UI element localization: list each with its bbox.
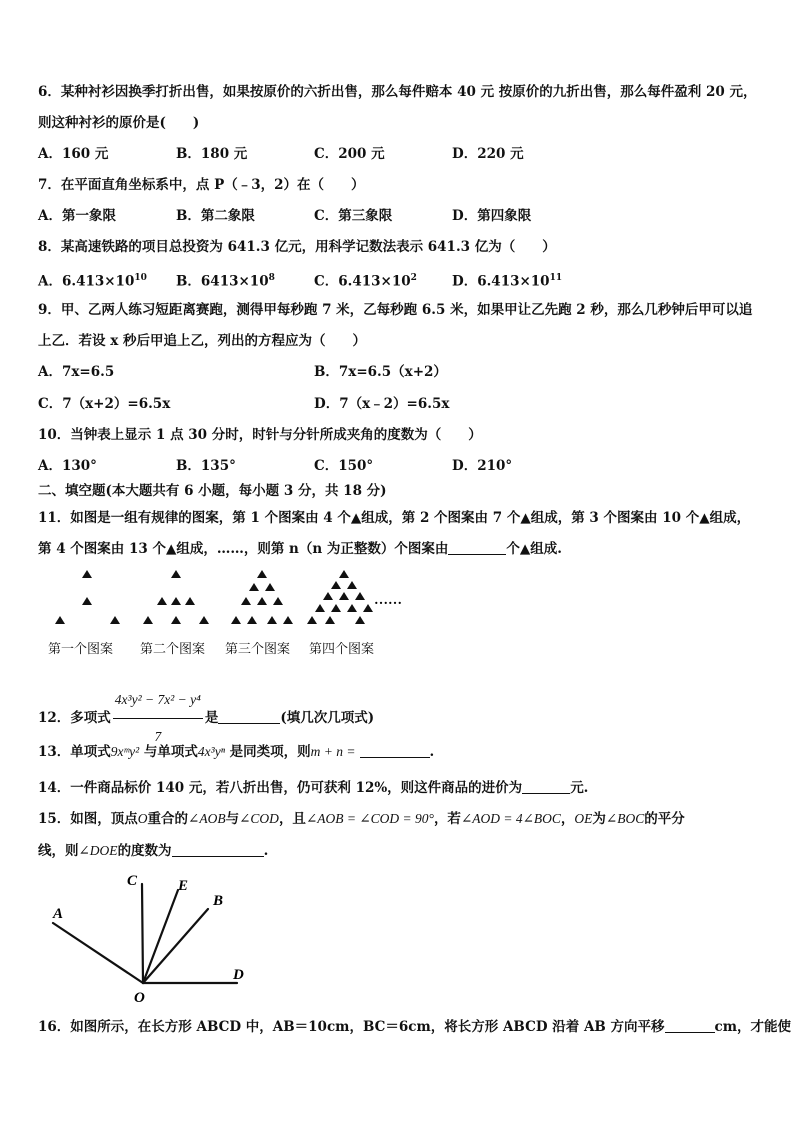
- pattern-ellipsis: ……: [374, 593, 402, 608]
- triangle-icon: [273, 597, 283, 605]
- q8-option-a: A．$6.413\times 10^{10}$: [38, 273, 147, 290]
- q8-option-b: B．$6413\times 10^8$: [176, 273, 275, 290]
- q10-option-d: D．210°: [452, 458, 513, 474]
- ray-ob: [143, 909, 208, 983]
- pattern-2: [143, 570, 209, 624]
- q10-option-a: A．130°: [38, 458, 97, 474]
- section-heading: 二、填空题(本大题共有 6 小题，每小题 3 分，共 18 分): [38, 483, 387, 499]
- triangle-icon: [231, 616, 241, 624]
- q7-stem: 7．在平面直角坐标系中，点 P（﹣3，2）在（ ）: [38, 177, 365, 193]
- q7-option-d: D．第四象限: [452, 208, 532, 224]
- label-a: A: [53, 906, 64, 922]
- pattern-4: [307, 570, 373, 624]
- q8-stem: 8．某高速铁路的项目总投资为 641.3 亿元，用科学记数法表示 641.3 亿为（ ）: [38, 239, 556, 255]
- triangle-icon: [143, 616, 153, 624]
- q6-line1: 6．某种衬衫因换季打折出售，如果按原价的六折出售，那么每件赔本 40 元 按原价的九折出售，那么每件盈利 20 元，: [38, 84, 757, 100]
- triangle-icon: [355, 616, 365, 624]
- triangle-icon: [323, 592, 333, 600]
- q15-line2: 线，则∠DOE的度数为 .: [38, 843, 269, 859]
- ray-oa: [53, 923, 143, 983]
- pattern-caption-1: 第一个图案: [48, 642, 114, 657]
- answer-blank[interactable]: [665, 1019, 715, 1033]
- q6-option-d: D．220 元: [452, 146, 524, 162]
- answer-blank[interactable]: [172, 843, 264, 857]
- triangle-icon: [241, 597, 251, 605]
- triangle-icon: [347, 604, 357, 612]
- q6-line2: 则这种衬衫的原价是( ): [38, 115, 200, 131]
- triangle-icon: [265, 583, 275, 591]
- triangle-icon: [363, 604, 373, 612]
- ray-oe: [143, 890, 178, 983]
- q9-option-a: A．7x=6.5: [38, 364, 115, 380]
- pattern-1: [55, 570, 120, 624]
- label-c: C: [127, 873, 138, 889]
- q9-option-d: D．7（x﹣2）=6.5x: [314, 396, 450, 412]
- q9-line1: 9．甲、乙两人练习短距离赛跑，测得甲每秒跑 7 米，乙每秒跑 6.5 米，如果甲让乙先跑 2 秒，那么几秒钟后甲可以追: [38, 302, 753, 318]
- q8-option-c: C．$6.413\times 10^2$: [314, 273, 417, 290]
- q9-line2: 上乙．若设 x 秒后甲追上乙，列出的方程应为（ ）: [38, 333, 366, 349]
- pattern-caption-3: 第三个图案: [225, 642, 291, 657]
- label-e: E: [178, 878, 189, 894]
- polynomial-fraction: $\frac{\text{4x³y² − 7x² − y⁴}}{7}$: [113, 682, 203, 755]
- triangle-icon: [339, 592, 349, 600]
- q7-option-a: A．第一象限: [38, 208, 116, 224]
- triangle-icon: [82, 597, 92, 605]
- triangle-icon: [55, 616, 65, 624]
- triangle-icon: [355, 592, 365, 600]
- triangle-icon: [82, 570, 92, 578]
- q11-line1: 11．如图是一组有规律的图案，第 1 个图案由 4 个▲组成，第 2 个图案由 7 个▲组成，第 3 个图案由 10 个▲组成，: [38, 510, 751, 526]
- pattern-caption-2: 第二个图案: [140, 642, 206, 657]
- triangle-icon: [110, 616, 120, 624]
- q6-option-b: B．180 元: [176, 146, 248, 162]
- q14-line: 14．一件商品标价 140 元，若八折出售，仍可获利 12%，则这件商品的进价为 元.: [38, 780, 589, 796]
- q13-line: 13．单项式9xᵐy² 与单项式4x³yⁿ 是同类项，则m + n = .: [38, 744, 435, 760]
- triangle-icon: [171, 570, 181, 578]
- triangle-icon: [331, 604, 341, 612]
- q10-option-b: B．135°: [176, 458, 236, 474]
- answer-blank[interactable]: [360, 744, 430, 758]
- q8-option-d: D．$6.413\times 10^{11}$: [452, 273, 563, 290]
- q9-option-b: B．7x=6.5（x+2）: [314, 364, 447, 380]
- pattern-caption-4: 第四个图案: [309, 642, 375, 657]
- answer-blank[interactable]: [448, 541, 506, 555]
- triangle-icon: [247, 616, 257, 624]
- q15-line1: 15．如图，顶点O重合的∠AOB与∠COD，且∠AOB = ∠COD = 90°，若∠AOD = 4∠BOC，OE为∠BOC的平分: [38, 811, 685, 827]
- q7-option-b: B．第二象限: [176, 208, 255, 224]
- triangle-icon: [307, 616, 317, 624]
- triangle-icon: [283, 616, 293, 624]
- triangle-icon: [171, 616, 181, 624]
- triangle-icon: [325, 616, 335, 624]
- q7-option-c: C．第三象限: [314, 208, 393, 224]
- q10-stem: 10．当钟表上显示 1 点 30 分时，时针与分针所成夹角的度数为（ ）: [38, 427, 482, 443]
- label-b: B: [213, 893, 224, 909]
- q10-option-c: C．150°: [314, 458, 374, 474]
- pattern-3: [231, 570, 293, 624]
- q12-line: 12．多项式 $\frac{\text{4x³y² − 7x² − y⁴}}{7}$ 是 (填几次几项式): [38, 682, 374, 755]
- triangle-icon: [199, 616, 209, 624]
- q11-line2: 第 4 个图案由 13 个▲组成，……，则第 n（n 为正整数）个图案由 个▲组成.: [38, 541, 562, 557]
- triangle-icon: [257, 570, 267, 578]
- triangle-icon: [315, 604, 325, 612]
- triangle-icon: [185, 597, 195, 605]
- angle-figure: [45, 868, 265, 1008]
- ray-oc: [142, 884, 143, 983]
- triangle-icon: [171, 597, 181, 605]
- triangle-icon: [339, 570, 349, 578]
- triangle-icon: [331, 581, 341, 589]
- label-o: O: [134, 990, 145, 1006]
- triangle-icon: [267, 616, 277, 624]
- triangle-pattern-figure: [40, 568, 460, 628]
- label-d: D: [233, 967, 244, 983]
- q9-option-c: C．7（x+2）=6.5x: [38, 396, 171, 412]
- triangle-icon: [257, 597, 267, 605]
- triangle-icon: [347, 581, 357, 589]
- q6-option-c: C．200 元: [314, 146, 385, 162]
- q6-option-a: A．160 元: [38, 146, 109, 162]
- q16-line: 16．如图所示，在长方形 ABCD 中，AB＝10cm，BC＝6cm，将长方形 ABCD 沿着 AB 方向平移 cm，才能使: [38, 1019, 792, 1035]
- triangle-icon: [249, 583, 259, 591]
- answer-blank[interactable]: [218, 710, 280, 724]
- answer-blank[interactable]: [522, 780, 570, 794]
- triangle-icon: [157, 597, 167, 605]
